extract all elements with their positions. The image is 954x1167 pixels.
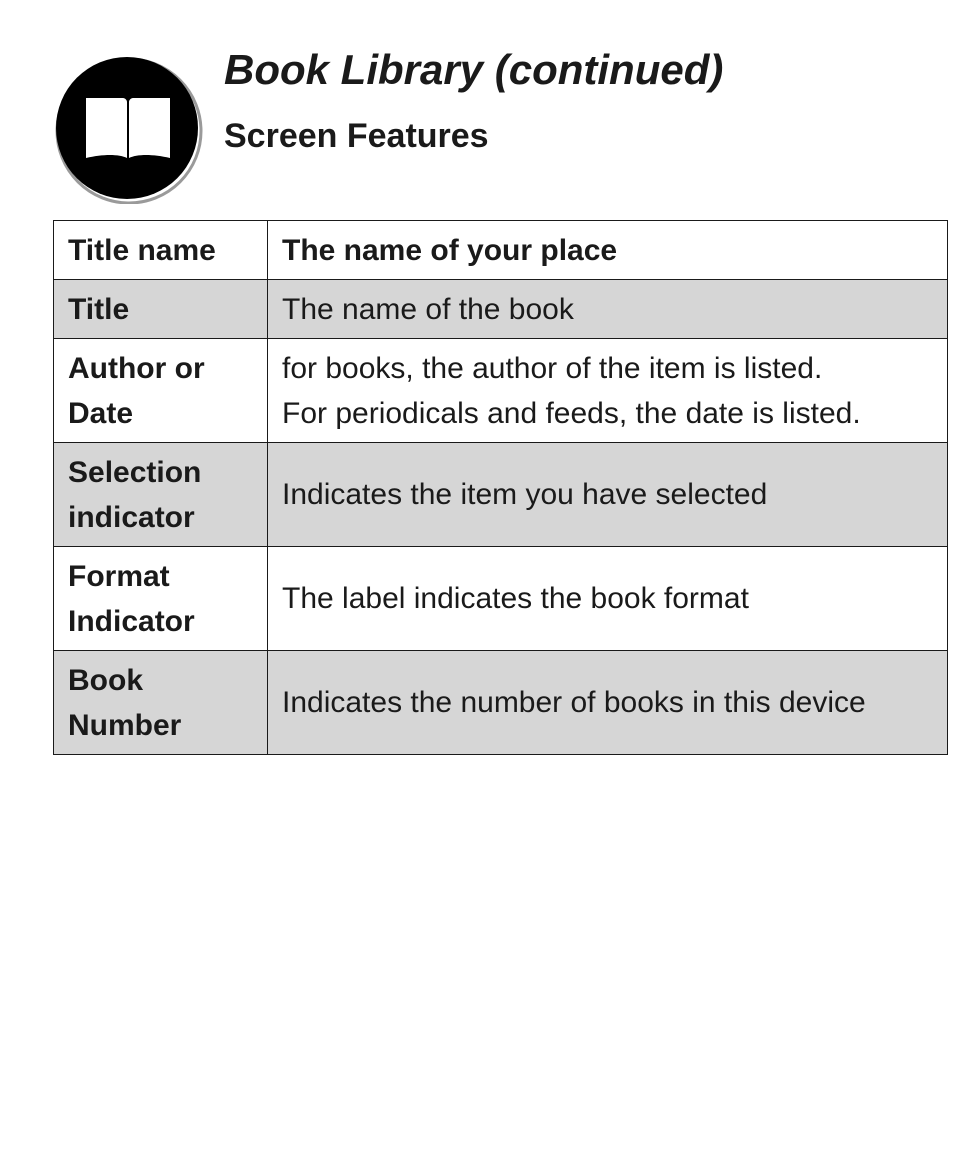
feature-description-line: For periodicals and feeds, the date is listed. — [282, 396, 861, 430]
feature-term: Title — [54, 280, 268, 339]
feature-term-line: Number — [68, 708, 182, 742]
feature-term — [54, 547, 268, 651]
feature-term-line: Author or — [68, 351, 205, 385]
feature-description — [268, 339, 948, 443]
feature-term: Title name — [54, 221, 268, 280]
feature-term — [54, 339, 268, 443]
page-subtitle: Screen Features — [224, 117, 489, 155]
table-row — [54, 339, 948, 443]
page-header — [0, 0, 954, 210]
table-row — [54, 651, 948, 755]
open-book-icon — [53, 54, 203, 204]
table-row — [54, 547, 948, 651]
feature-term — [54, 443, 268, 547]
table-row — [54, 443, 948, 547]
screen-features-table — [53, 220, 948, 755]
feature-description: The label indicates the book format — [268, 547, 948, 651]
feature-description: Indicates the number of books in this device — [268, 651, 948, 755]
feature-term — [54, 651, 268, 755]
feature-description-line: for books, the author of the item is listed. — [282, 351, 823, 385]
feature-term-line: Format — [68, 559, 170, 593]
page-title: Book Library (continued) — [224, 46, 724, 93]
feature-term-line: Selection — [68, 455, 202, 489]
feature-description: The name of your place — [268, 221, 948, 280]
feature-term-line: Date — [68, 396, 134, 430]
table-row — [54, 221, 948, 280]
table-row — [54, 280, 948, 339]
feature-term-line: Book — [68, 663, 143, 697]
feature-term-line: Indicator — [68, 604, 195, 638]
feature-description: The name of the book — [268, 280, 948, 339]
feature-term-line: indicator — [68, 500, 195, 534]
feature-description: Indicates the item you have selected — [268, 443, 948, 547]
